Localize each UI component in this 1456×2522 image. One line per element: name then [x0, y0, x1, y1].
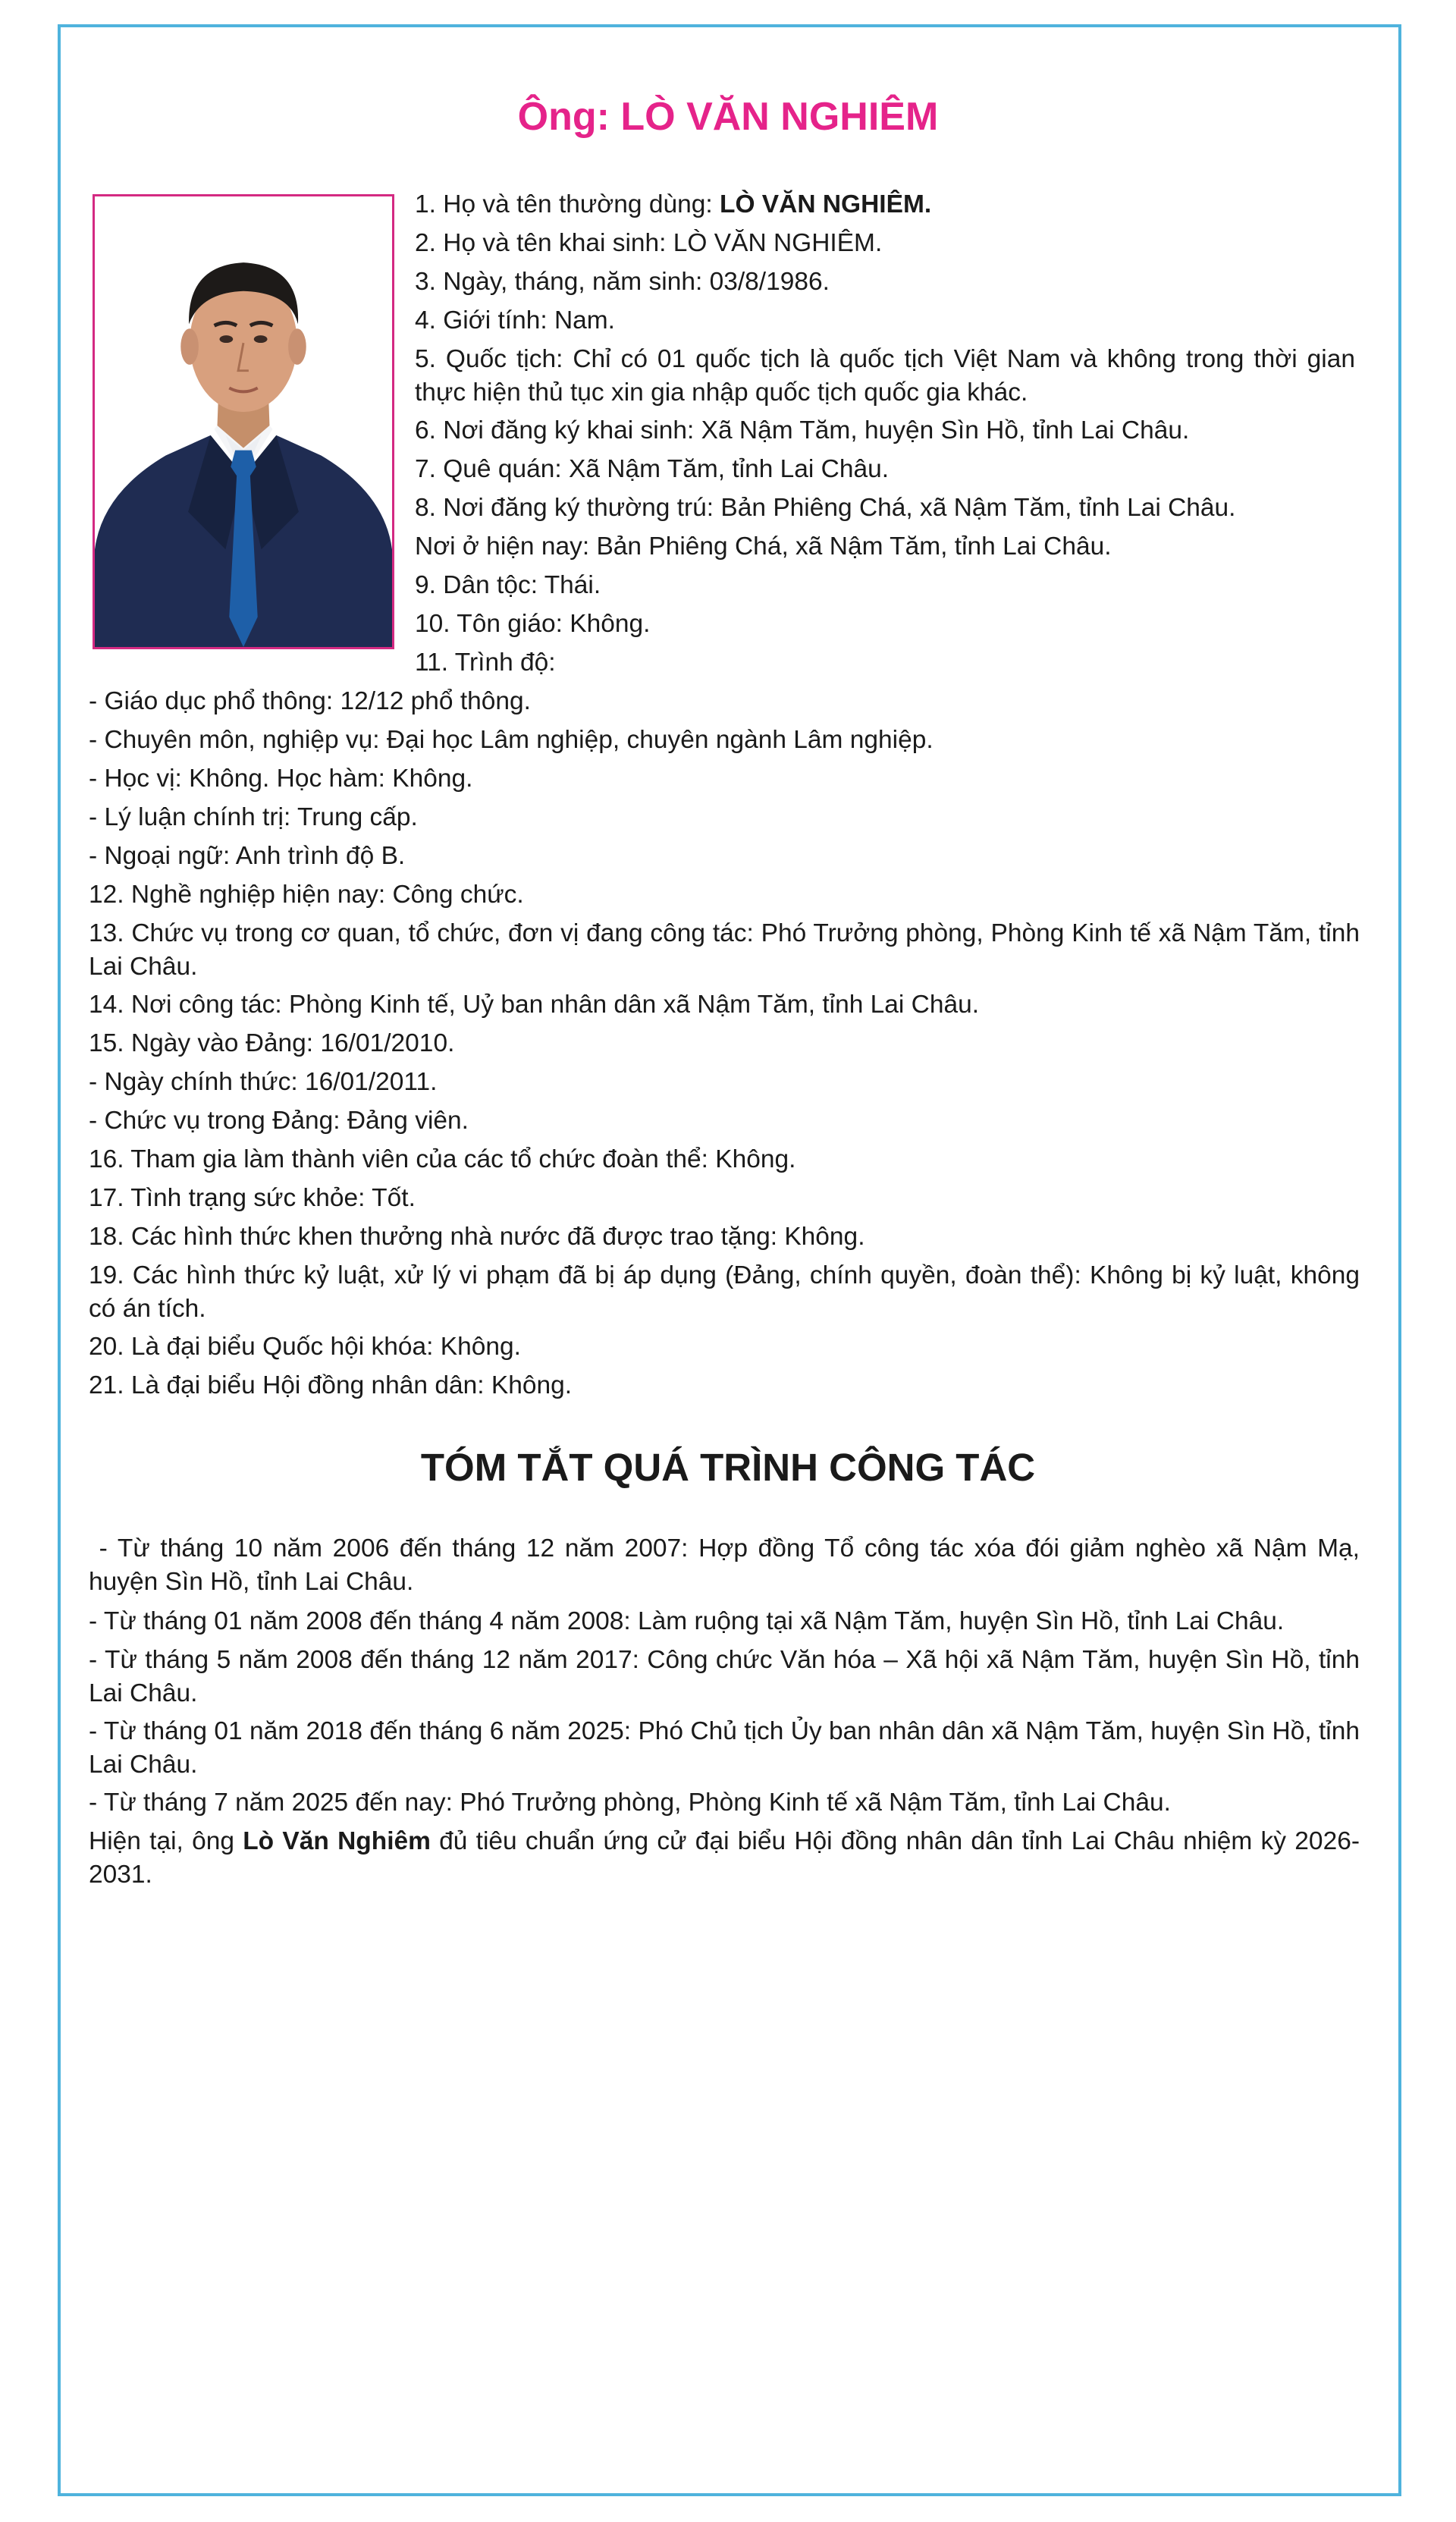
info-item-11e: - Ngoại ngữ: Anh trình độ B.: [89, 842, 406, 870]
info-item-10: 10. Tôn giáo: Không.: [415, 610, 651, 638]
info-item-11d: - Lý luận chính trị: Trung cấp.: [89, 803, 418, 831]
summary-item-4: - Từ tháng 01 năm 2018 đến tháng 6 năm 2025: Phó Chủ tịch Ủy ban nhân dân xã Nậm Tăm, huyện Sìn Hồ, tỉnh Lai Châu.: [89, 1717, 1360, 1779]
info-item-11b: - Chuyên môn, nghiệp vụ: Đại học Lâm nghiệp, chuyên ngành Lâm nghiệp.: [89, 726, 934, 754]
info-item-1-value: LÒ VĂN NGHIÊM.: [719, 190, 932, 218]
info-item-2: 2. Họ và tên khai sinh: LÒ VĂN NGHIÊM.: [415, 229, 883, 257]
summary-item-1: - Từ tháng 10 năm 2006 đến tháng 12 năm 2007: Hợp đồng Tổ công tác xóa đói giảm nghèo xã Nậm Mạ, huyện Sìn Hồ, tỉnh Lai Châu.: [89, 1534, 1367, 1596]
info-item-1: [415, 188, 931, 221]
info-item-5: 5. Quốc tịch: Chỉ có 01 quốc tịch là quốc tịch Việt Nam và không trong thời gian thực hiện thủ tục xin gia nhập quốc tịch quốc gia khác.: [415, 345, 1355, 407]
info-item-1-label: 1. Họ và tên thường dùng:: [415, 190, 720, 218]
page-title: Ông: LÒ VĂN NGHIÊM: [517, 95, 939, 139]
info-item-4: 4. Giới tính: Nam.: [415, 306, 615, 334]
info-item-3: 3. Ngày, tháng, năm sinh: 03/8/1986.: [415, 268, 830, 296]
info-item-15: 15. Ngày vào Đảng: 16/01/2010.: [89, 1029, 455, 1057]
info-item-7: 7. Quê quán: Xã Nậm Tăm, tỉnh Lai Châu.: [415, 455, 890, 483]
info-item-11c: - Học vị: Không. Học hàm: Không.: [89, 765, 473, 793]
info-item-16: 16. Tham gia làm thành viên của các tổ chức đoàn thể: Không.: [89, 1145, 796, 1173]
info-item-12: 12. Nghề nghiệp hiện nay: Công chức.: [89, 881, 524, 909]
summary-heading: TÓM TẮT QUÁ TRÌNH CÔNG TÁC: [420, 1446, 1036, 1489]
summary-closing-post: đủ tiêu chuẩn ứng cử đại biểu Hội đồng nhân dân tỉnh Lai Châu nhiệm kỳ 2026-2031.: [89, 1827, 1360, 1889]
info-item-14: 14. Nơi công tác: Phòng Kinh tế, Uỷ ban nhân dân xã Nậm Tăm, tỉnh Lai Châu.: [89, 991, 980, 1019]
info-item-11a: - Giáo dục phổ thông: 12/12 phổ thông.: [89, 687, 531, 715]
summary-closing-name: Lò Văn Nghiêm: [243, 1827, 431, 1855]
info-item-8-residence: Nơi ở hiện nay: Bản Phiêng Chá, xã Nậm Tăm, tỉnh Lai Châu.: [415, 532, 1112, 561]
portrait-photo: [93, 194, 394, 649]
summary-item-3: - Từ tháng 5 năm 2008 đến tháng 12 năm 2017: Công chức Văn hóa – Xã hội xã Nậm Tăm, huyện Sìn Hồ, tỉnh Lai Châu.: [89, 1646, 1360, 1707]
summary-item-5: - Từ tháng 7 năm 2025 đến nay: Phó Trưởng phòng, Phòng Kinh tế xã Nậm Tăm, tỉnh Lai Châu.: [89, 1789, 1171, 1817]
info-item-9: 9. Dân tộc: Thái.: [415, 571, 601, 599]
info-item-17: 17. Tình trạng sức khỏe: Tốt.: [89, 1184, 416, 1212]
info-item-15b: - Chức vụ trong Đảng: Đảng viên.: [89, 1107, 469, 1135]
summary-item-2: - Từ tháng 01 năm 2008 đến tháng 4 năm 2008: Làm ruộng tại xã Nậm Tăm, huyện Sìn Hồ, tỉnh Lai Châu.: [89, 1607, 1285, 1635]
info-item-8: 8. Nơi đăng ký thường trú: Bản Phiêng Chá, xã Nậm Tăm, tỉnh Lai Châu.: [415, 494, 1236, 522]
info-item-13: 13. Chức vụ trong cơ quan, tổ chức, đơn vị đang công tác: Phó Trưởng phòng, Phòng Kinh tế xã Nậm Tăm, tỉnh Lai Châu.: [89, 919, 1360, 981]
summary-closing-pre: Hiện tại, ông: [89, 1827, 243, 1855]
info-item-19: 19. Các hình thức kỷ luật, xử lý vi phạm đã bị áp dụng (Đảng, chính quyền, đoàn thể): Không bị kỷ luật, không có án tích.: [89, 1261, 1360, 1323]
info-item-18: 18. Các hình thức khen thưởng nhà nước đã được trao tặng: Không.: [89, 1223, 865, 1251]
info-item-21: 21. Là đại biểu Hội đồng nhân dân: Không.: [89, 1371, 573, 1399]
info-item-20: 20. Là đại biểu Quốc hội khóa: Không.: [89, 1333, 521, 1361]
summary-closing: [89, 1825, 1360, 1892]
info-item-6: 6. Nơi đăng ký khai sinh: Xã Nậm Tăm, huyện Sìn Hồ, tỉnh Lai Châu.: [415, 416, 1190, 444]
info-item-11: 11. Trình độ:: [415, 649, 556, 677]
info-item-15a: - Ngày chính thức: 16/01/2011.: [89, 1068, 438, 1096]
